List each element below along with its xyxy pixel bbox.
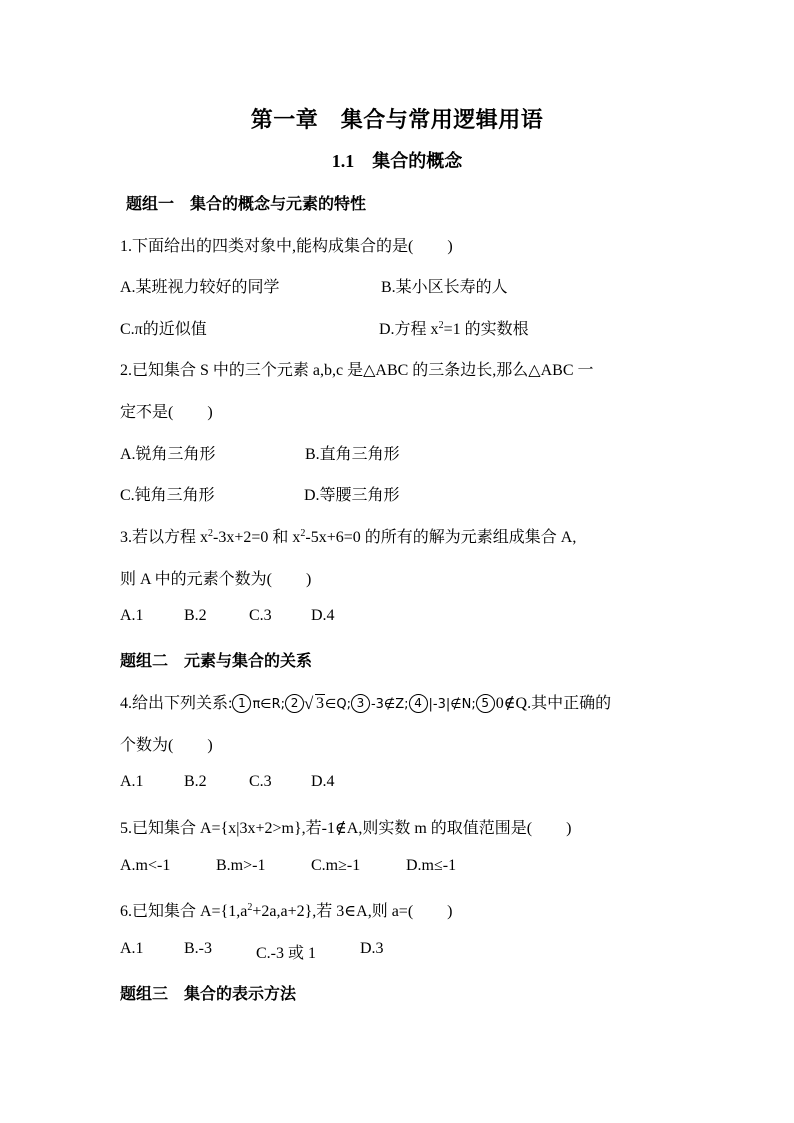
question-6-option-d: D.3 [360,940,384,957]
question-1-option-a: A.某班视力较好的同学 [120,279,280,296]
question-1-option-c: C.π的近似值 [120,321,207,338]
question-3-option-d: D.4 [311,607,335,624]
question-2-stem-line-1: 2.已知集合 S 中的三个元素 a,b,c 是△ABC 的三条边长,那么△ABC 一 [120,362,594,379]
question-1-option-b: B.某小区长寿的人 [381,279,508,296]
question-4-option-b: B.2 [184,773,207,790]
group-heading-3: 题组三 集合的表示方法 [120,986,297,1003]
question-5-option-c: C.m≥-1 [311,857,361,874]
group-heading-1: 题组一 集合的概念与元素的特性 [126,196,367,213]
question-2-option-a: A.锐角三角形 [120,446,216,463]
question-4-option-a: A.1 [120,773,144,790]
question-2-option-b: B.直角三角形 [305,446,400,463]
question-6-option-b: B.-3 [184,940,212,957]
chapter-title: 第一章 集合与常用逻辑用语 [250,107,544,132]
question-3-stem-line-2: 则 A 中的元素个数为( ) [120,571,312,588]
question-5-option-a: A.m<-1 [120,857,171,874]
circled-number-1: 1 [232,694,251,713]
question-4-option-d: D.4 [311,773,335,790]
question-5-option-d: D.m≤-1 [406,857,457,874]
question-2-option-d: D.等腰三角形 [304,487,400,504]
question-6-option-c: C.-3 或 1 [256,945,317,962]
question-3-option-c: C.3 [249,607,272,624]
question-6-option-a: A.1 [120,940,144,957]
question-3-option-b: B.2 [184,607,207,624]
question-1-option-d: D.方程 $x^2=1$ 的实数根 [379,320,529,338]
question-4-option-c: C.3 [249,773,272,790]
circled-number-4: 4 [409,694,428,713]
question-1-stem: 1.下面给出的四类对象中,能构成集合的是( ) [120,238,453,255]
question-2-option-c: C.钝角三角形 [120,487,215,504]
section-title: 1.1 集合的概念 [331,151,463,171]
question-2-stem-line-2: 定不是( ) [120,404,213,421]
question-4-stem-line-1: 4.给出下列关系: 1 π∈R; 2√ 3∈Q; 3 -3∉Z; 4 |-3|∉N; 5 0∉Q.其中正确的 [120,690,611,713]
circled-number-2: 2 [285,694,304,713]
circled-number-5: 5 [476,694,495,713]
question-5-stem: 5.已知集合 A={x|3x+2>m},若-1∉A,则实数 m 的取值范围是( ) [120,820,572,837]
question-3-option-a: A.1 [120,607,144,624]
question-6-stem: 6.已知集合 $A=\{1,a^2+2a,a+2\}$,若 3∈A,则 a=( ) [120,902,453,920]
question-4-stem-line-2: 个数为( ) [120,737,213,754]
group-heading-2: 题组二 元素与集合的关系 [120,653,313,670]
question-3-stem-line-1: 3.若以方程 $x^2-3x+2=0$ 和 $x^2-5x+6=0$ 的所有的解为元素组成集合 A, [120,528,577,546]
question-5-option-b: B.m>-1 [216,857,266,874]
square-root-symbol: √ 3 [305,695,325,713]
circled-number-3: 3 [351,694,370,713]
